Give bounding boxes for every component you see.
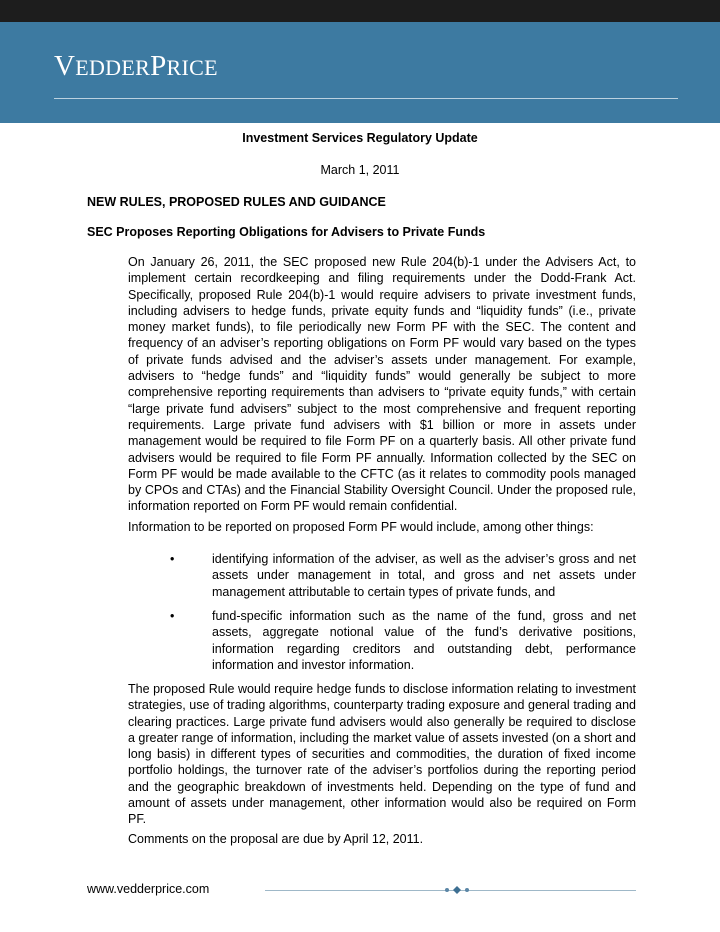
diamond-ornament-icon: [444, 885, 470, 895]
paragraph-3: The proposed Rule would require hedge funds to disclose information relating to investment strategies, use of trading algorithms, counterparty trading exposure and general trading and clearing practices. Large private fund advisers would also generally be required to disclose a greater range of information, including the market value of assets invested (on a short and long basis) in different types of securities and commodities, the duration of fixed income portfolio holdings, the turnover rate of the adviser’s portfolios during the reporting period and the geographic breakdown of investments held. Depending on the type of fund and amount of assets under management, other information would also be required on Form PF.: [128, 682, 636, 827]
vedderprice-logo: VEDDERPRICE: [54, 50, 218, 82]
bullet-list-1: [170, 551, 636, 600]
document-title: Investment Services Regulatory Update: [242, 131, 478, 145]
bullet-list-2: [170, 608, 636, 673]
paragraph-4: Comments on the proposal are due by April 12, 2011.: [128, 832, 424, 846]
bullet-icon: •: [170, 552, 175, 566]
document-date: March 1, 2011: [320, 163, 400, 177]
paragraph-2: Information to be reported on proposed Form PF would include, among other things:: [128, 520, 594, 534]
article-heading: SEC Proposes Reporting Obligations for Advisers to Private Funds: [87, 225, 486, 239]
bullet-text: fund-specific information such as the name of the fund, gross and net assets, aggregate notional value of the fund’s derivative positions, information regarding creditors and outstanding debt, performance information and investor information.: [212, 609, 636, 672]
banner-rule: [54, 98, 678, 99]
footer-url-link[interactable]: www.vedderprice.com: [87, 882, 210, 896]
list-item: [170, 608, 636, 673]
bullet-text: identifying information of the adviser, as well as the adviser’s gross and net assets under management in total, and gross and net assets under management attributable to certain types of private funds, and: [212, 552, 636, 599]
list-item: [170, 551, 636, 600]
section-heading: NEW RULES, PROPOSED RULES AND GUIDANCE: [87, 195, 386, 209]
bullet-icon: •: [170, 609, 175, 623]
top-bar: [0, 0, 720, 22]
paragraph-1: On January 26, 2011, the SEC proposed new Rule 204(b)-1 under the Advisers Act, to implement certain recordkeeping and filing requirements under the Dodd-Frank Act. Specifically, proposed Rule 204(b)-1 would require advisers to private investment funds, including advisers to hedge funds, private equity funds and “liquidity funds” (i.e., private money market funds), to file periodically new Form PF with the SEC. The content and frequency of an adviser’s reporting obligations on Form PF would vary based on the types of private funds advised and the adviser’s assets under management. For example, advisers to “hedge funds” and “liquidity funds” would generally be subject to more comprehensive reporting requirements than advisers to “private equity funds,” with certain “large private fund advisers” subject to the most comprehensive and frequent reporting requirements. Large private fund advisers with $1 billion or more in assets under management would be required to file Form PF on a quarterly basis. All other private fund advisers would be required to file Form PF annually. Information collected by the SEC on Form PF would be made available to the CFTC (as it relates to commodity pools managed by CPOs and CTAs) and the Financial Stability Oversight Council. Under the proposed rule, information reported on Form PF would remain confidential.: [128, 255, 636, 514]
